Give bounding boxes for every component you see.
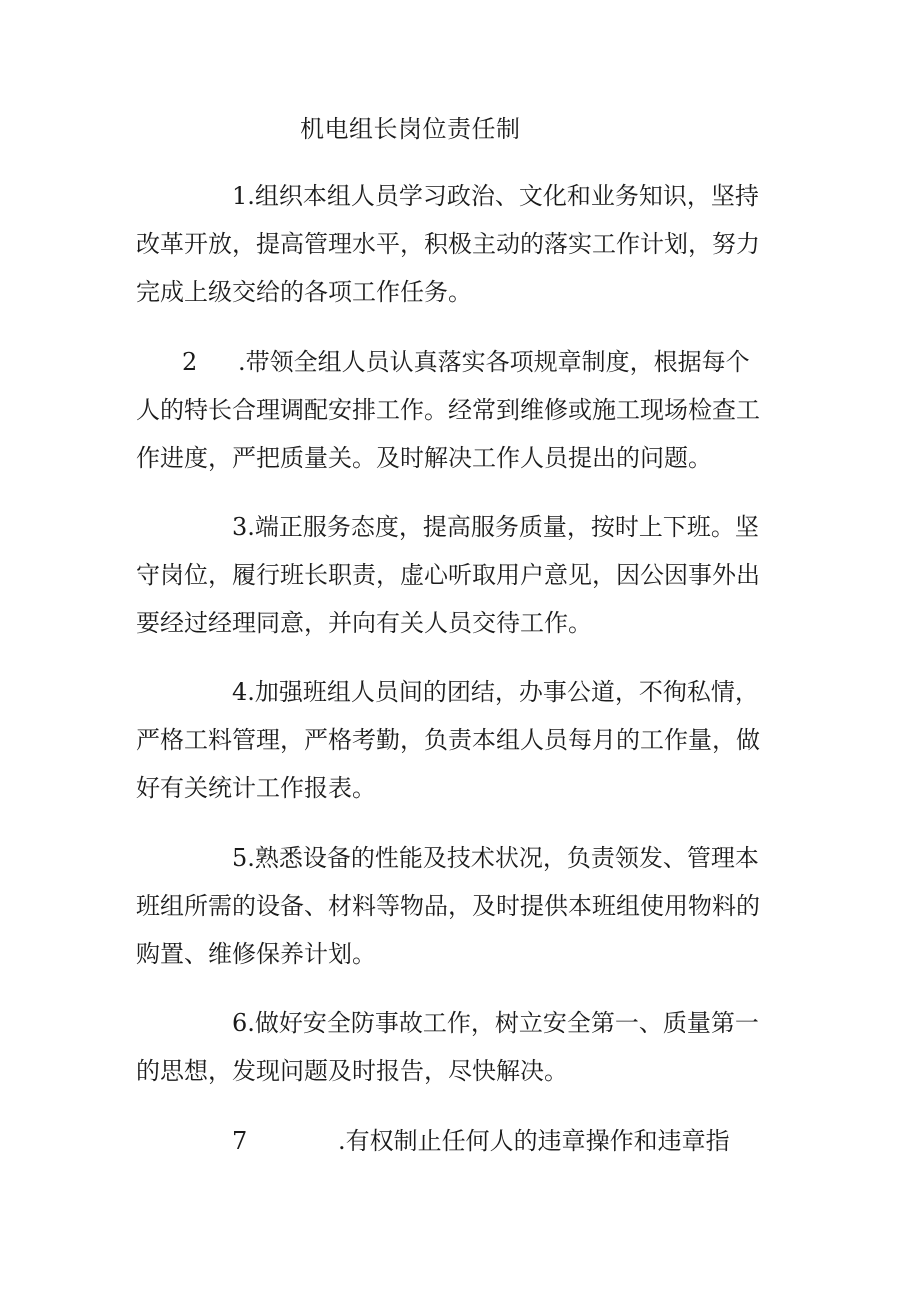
- clause-1-line-3: 完成上级交给的各项工作任务。: [136, 278, 472, 306]
- clause-7-text-1: .有权制止任何人的违章操作和违章指: [338, 1127, 730, 1155]
- clause-6-number: 6: [232, 1009, 248, 1037]
- clause-1-number: 1: [232, 182, 248, 210]
- clause-4-text-1: .加强班组人员间的团结，办事公道，不徇私情，: [247, 678, 759, 706]
- clause-6-text-1: .做好安全防事故工作，树立安全第一、质量第一: [247, 1009, 759, 1037]
- clause-3-number: 3: [232, 513, 248, 541]
- clause-3-line-3: 要经过经理同意，并向有关人员交待工作。: [136, 609, 592, 637]
- document-title: 机电组长岗位责任制: [300, 115, 521, 143]
- clause-1-line-1: [136, 172, 786, 220]
- clause-7: [136, 1117, 786, 1165]
- clause-6-line-1: [136, 999, 786, 1047]
- clause-4-line-2: 严格工料管理，严格考勤，负责本组人员每月的工作量，做: [136, 726, 760, 754]
- clause-6: [136, 999, 786, 1095]
- clause-3: [136, 503, 786, 647]
- clause-6-line-2: 的思想，发现问题及时报告，尽快解决。: [136, 1057, 568, 1085]
- clause-5-line-2: 班组所需的设备、材料等物品，及时提供本班组使用物料的: [136, 892, 760, 920]
- clause-4: [136, 668, 786, 812]
- clause-2-text-1: .带领全组人员认真落实各项规章制度，根据每个: [238, 348, 750, 376]
- clause-3-line-2: 守岗位，履行班长职责，虚心听取用户意见，因公因事外出: [136, 561, 760, 589]
- clause-5-text-1: .熟悉设备的性能及技术状况，负责领发、管理本: [247, 844, 759, 872]
- clause-1-line-2: 改革开放，提高管理水平，积极主动的落实工作计划，努力: [136, 230, 760, 258]
- clause-7-number: 7: [232, 1127, 248, 1155]
- clause-2-line-1: [136, 338, 786, 386]
- clause-3-text-1: .端正服务态度，提高服务质量，按时上下班。坚: [247, 513, 759, 541]
- clause-2-number: 2: [182, 348, 198, 376]
- clause-5-line-1: [136, 834, 786, 882]
- clause-4-line-3: 好有关统计工作报表。: [136, 774, 376, 802]
- clause-2: [136, 338, 786, 482]
- clause-4-line-1: [136, 668, 786, 716]
- clause-5-number: 5: [232, 844, 248, 872]
- clause-3-line-1: [136, 503, 786, 551]
- clause-5-line-3: 购置、维修保养计划。: [136, 940, 376, 968]
- clause-2-line-2: 人的特长合理调配安排工作。经常到维修或施工现场检查工: [136, 396, 760, 424]
- clause-5: [136, 834, 786, 978]
- clause-7-line-1: [136, 1117, 786, 1165]
- clause-1-text-1: .组织本组人员学习政治、文化和业务知识，坚持: [247, 182, 759, 210]
- clause-2-line-3: 作进度，严把质量关。及时解决工作人员提出的问题。: [136, 444, 712, 472]
- clause-4-number: 4: [232, 678, 248, 706]
- clause-1: [136, 172, 786, 316]
